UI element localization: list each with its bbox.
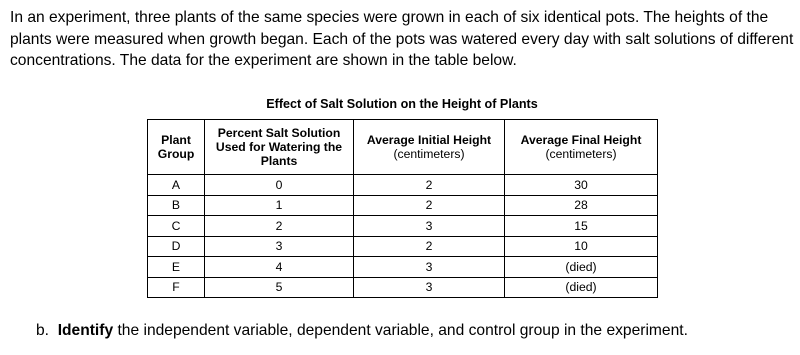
data-table — [147, 119, 658, 298]
cell-percent-salt: 2 — [205, 216, 354, 237]
table-row — [148, 236, 658, 257]
cell-initial-height: 3 — [354, 257, 505, 278]
intro-paragraph: In an experiment, three plants of the same species were grown in each of six identical pots. The heights of the plants were measured when growth began. Each of the pots was watered every day with salt solutions of different concentrations. The data for the experiment are shown in the table below. — [10, 9, 794, 69]
cell-plant-group: A — [148, 175, 205, 196]
cell-final-height: 30 — [505, 175, 658, 196]
cell-initial-height: 2 — [354, 175, 505, 196]
table-row — [148, 175, 658, 196]
header-initial-height: Average Initial Height (centimeters) — [354, 120, 505, 175]
cell-percent-salt: 1 — [205, 195, 354, 216]
table-header-row — [148, 120, 658, 175]
cell-final-height: 15 — [505, 216, 658, 237]
header-percent-salt: Percent Salt Solution Used for Watering the Plants — [205, 120, 354, 175]
cell-initial-height: 3 — [354, 216, 505, 237]
cell-final-height: 10 — [505, 236, 658, 257]
cell-final-height: (died) — [505, 277, 658, 298]
question-text: the independent variable, dependent variable, and control group in the experiment. — [113, 322, 688, 339]
cell-final-height: 28 — [505, 195, 658, 216]
table-row — [148, 195, 658, 216]
cell-plant-group: D — [148, 236, 205, 257]
table-row — [148, 257, 658, 278]
question-b — [36, 322, 688, 340]
table-row — [148, 216, 658, 237]
cell-percent-salt: 0 — [205, 175, 354, 196]
cell-plant-group: F — [148, 277, 205, 298]
cell-initial-height: 2 — [354, 236, 505, 257]
cell-plant-group: C — [148, 216, 205, 237]
cell-initial-height: 3 — [354, 277, 505, 298]
header-plant-group: Plant Group — [148, 120, 205, 175]
question-marker: b. — [36, 322, 50, 339]
cell-plant-group: B — [148, 195, 205, 216]
cell-percent-salt: 5 — [205, 277, 354, 298]
cell-final-height: (died) — [505, 257, 658, 278]
table-title: Effect of Salt Solution on the Height of Plants — [266, 97, 538, 111]
cell-plant-group: E — [148, 257, 205, 278]
cell-percent-salt: 4 — [205, 257, 354, 278]
cell-percent-salt: 3 — [205, 236, 354, 257]
cell-initial-height: 2 — [354, 195, 505, 216]
table-row — [148, 277, 658, 298]
header-final-height: Average Final Height (centimeters) — [505, 120, 658, 175]
question-keyword: Identify — [57, 322, 114, 339]
